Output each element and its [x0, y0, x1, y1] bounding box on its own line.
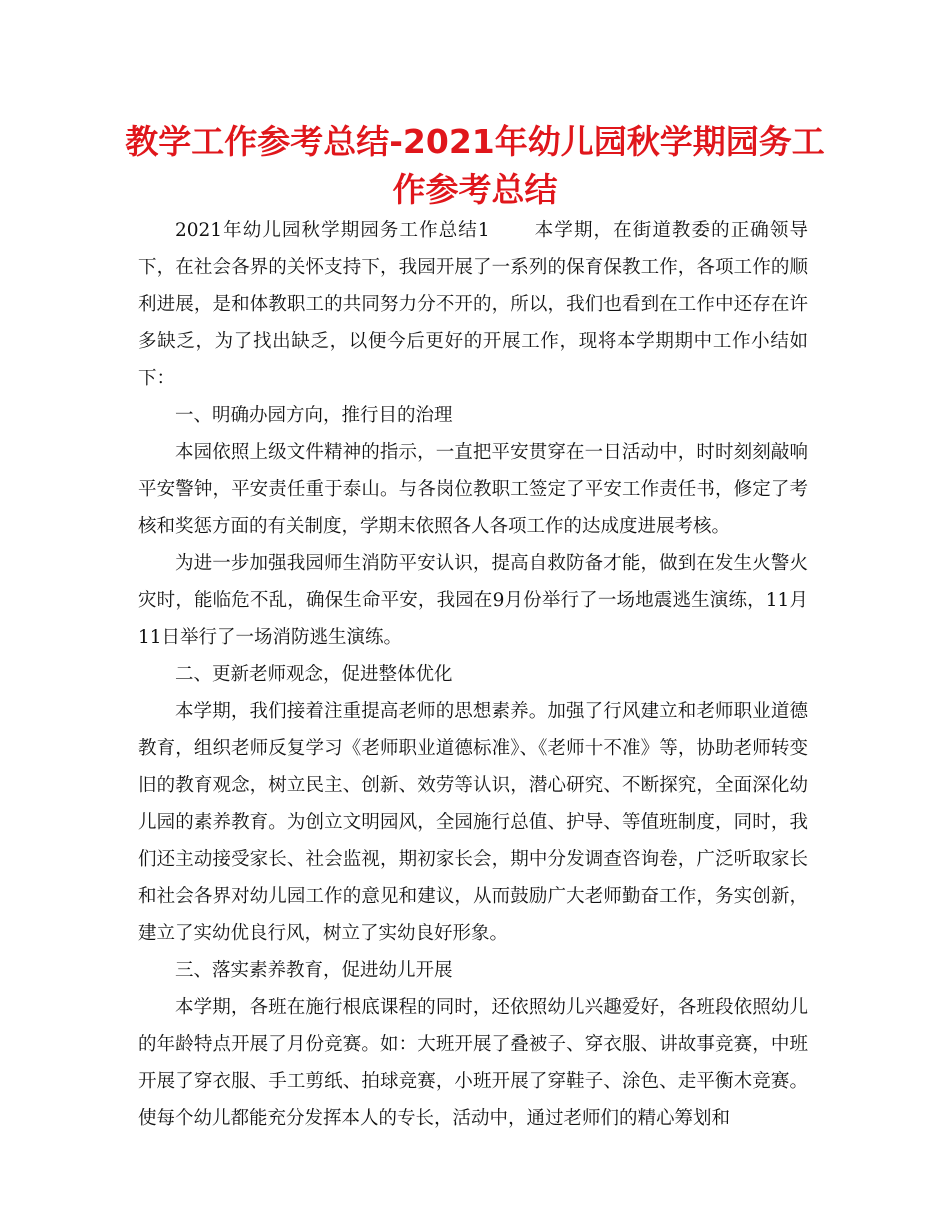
intro-text: 本学期，在街道教委的正确领导下，在社会各界的关怀支持下，我园开展了一系列的保育保教工作，各项工作的顺利进展，是和体教职工的共同努力分不开的，所以，我们也看到在工作中还存在许多缺乏，为了找出缺乏，以便今后更好的开展工作，现将本学期期中工作小结如下：	[138, 220, 808, 389]
section-heading-2: 二、更新老师观念，促进整体优化	[175, 664, 453, 685]
section-heading-1: 一、明确办园方向，推行目的治理	[175, 405, 453, 426]
section-heading-3: 三、落实素养教育，促进幼儿开展	[175, 960, 453, 981]
paragraph: 为进一步加强我园师生消防平安认识，提高自救防备才能，做到在发生火警火灾时，能临危不乱，确保生命平安，我园在9月份举行了一场地震逃生演练，11月11日举行了一场消防逃生演练。	[138, 553, 808, 648]
paragraph: 本学期，我们接着注重提高老师的思想素养。加强了行风建立和老师职业道德教育，组织老师反复学习《老师职业道德标准》、《老师十不准》等，协助老师转变旧的教育观念，树立民主、创新、效劳等认识，潜心研究、不断探究，全面深化幼儿园的素养教育。为创立文明园风，全园施行总值、护导、等值班制度，同时，我们还主动接受家长、社会监视，期初家长会，期中分发调查咨询卷，广泛听取家长和社会各界对幼儿园工作的意见和建议，从而鼓励广大老师勤奋工作，务实创新，建立了实幼优良行风，树立了实幼良好形象。	[138, 701, 808, 944]
paragraph: 本学期，各班在施行根底课程的同时，还依照幼儿兴趣爱好，各班段依照幼儿的年龄特点开展了月份竞赛。如：大班开展了叠被子、穿衣服、讲故事竞赛，中班开展了穿衣服、手工剪纸、拍球竞赛，小班开展了穿鞋子、涂色、走平衡木竞赛。使每个幼儿都能充分发挥本人的专长，活动中，通过老师们的精心筹划和	[138, 997, 808, 1129]
paragraph: 本园依照上级文件精神的指示，一直把平安贯穿在一日活动中，时时刻刻敲响平安警钟，平安责任重于泰山。与各岗位教职工签定了平安工作责任书，修定了考核和奖惩方面的有关制度，学期末依照各人各项工作的达成度进展考核。	[138, 442, 808, 537]
document-body	[138, 212, 808, 1137]
paragraph-intro	[138, 212, 808, 397]
document-title: 教学工作参考总结-2021年幼儿园秋学期园务工作参考总结	[125, 122, 825, 209]
intro-heading: 2021年幼儿园秋学期园务工作总结1	[175, 220, 490, 241]
